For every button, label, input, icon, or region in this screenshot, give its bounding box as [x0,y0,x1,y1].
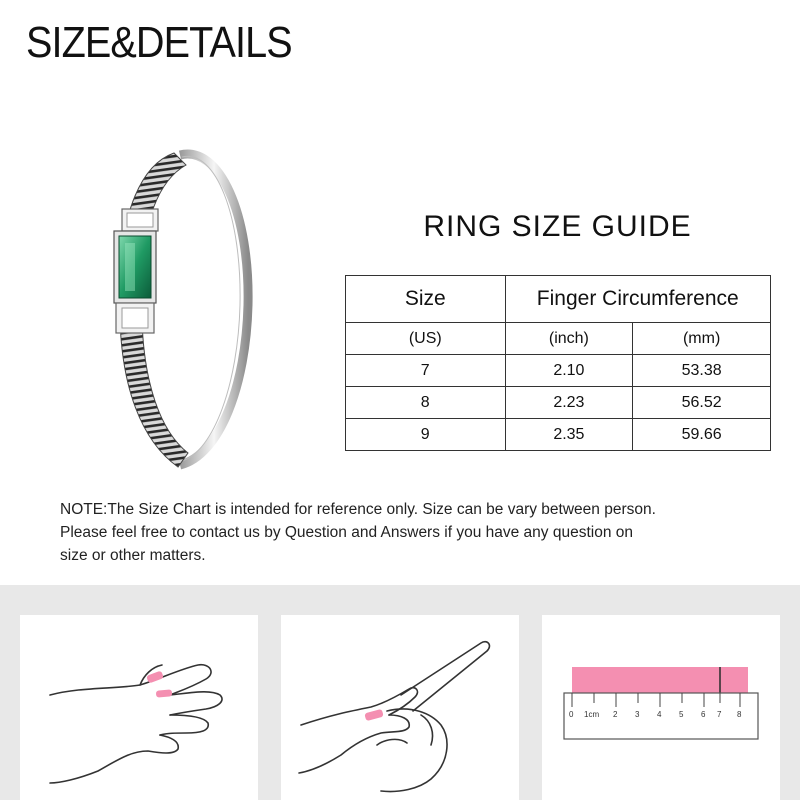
note-text [60,498,780,567]
size-table [345,275,771,451]
cell-size: 8 [346,387,506,419]
cell-size: 7 [346,355,506,387]
ruler-tick-label: 2 [613,710,618,719]
paper-strip [572,667,748,693]
ruler-tick-label: 8 [737,710,742,719]
ruler-icon [542,615,780,800]
step-1-hand-panel [20,615,258,800]
unit-us: (US) [346,323,506,355]
header-finger-circumference: Finger Circumference [505,276,770,323]
note-line: Please feel free to contact us by Question and Answers if you have any question on [60,524,633,541]
table-row [346,355,771,387]
cell-inch: 2.35 [505,419,633,451]
header-size: Size [346,276,506,323]
ring-image [100,135,270,480]
page-title: SIZE&DETAILS [26,18,292,67]
table-row [346,419,771,451]
ruler-tick-label: 3 [635,710,640,719]
step-2-wrap-panel [281,615,519,800]
hand-icon [20,615,258,800]
ruler-tick-label: 5 [679,710,684,719]
table-header-row [346,276,771,323]
ruler-tick-label: 4 [657,710,662,719]
step-3-ruler-panel [542,615,780,800]
table-units-row [346,323,771,355]
cell-size: 9 [346,419,506,451]
unit-mm: (mm) [633,323,771,355]
unit-inch: (inch) [505,323,633,355]
ruler-unit-label: 1cm [584,710,600,719]
size-guide-title: RING SIZE GUIDE [423,210,692,243]
table-row [346,387,771,419]
ruler-tick-label: 7 [717,710,722,719]
ruler-tick-label: 0 [569,710,574,719]
cell-inch: 2.10 [505,355,633,387]
cell-mm: 56.52 [633,387,771,419]
cell-mm: 53.38 [633,355,771,387]
cell-inch: 2.23 [505,387,633,419]
hand-with-pen-icon [281,615,519,800]
note-line: size or other matters. [60,547,206,564]
cell-mm: 59.66 [633,419,771,451]
ruler-tick-label: 6 [701,710,706,719]
note-line: NOTE:The Size Chart is intended for reference only. Size can be vary between person. [60,501,656,518]
